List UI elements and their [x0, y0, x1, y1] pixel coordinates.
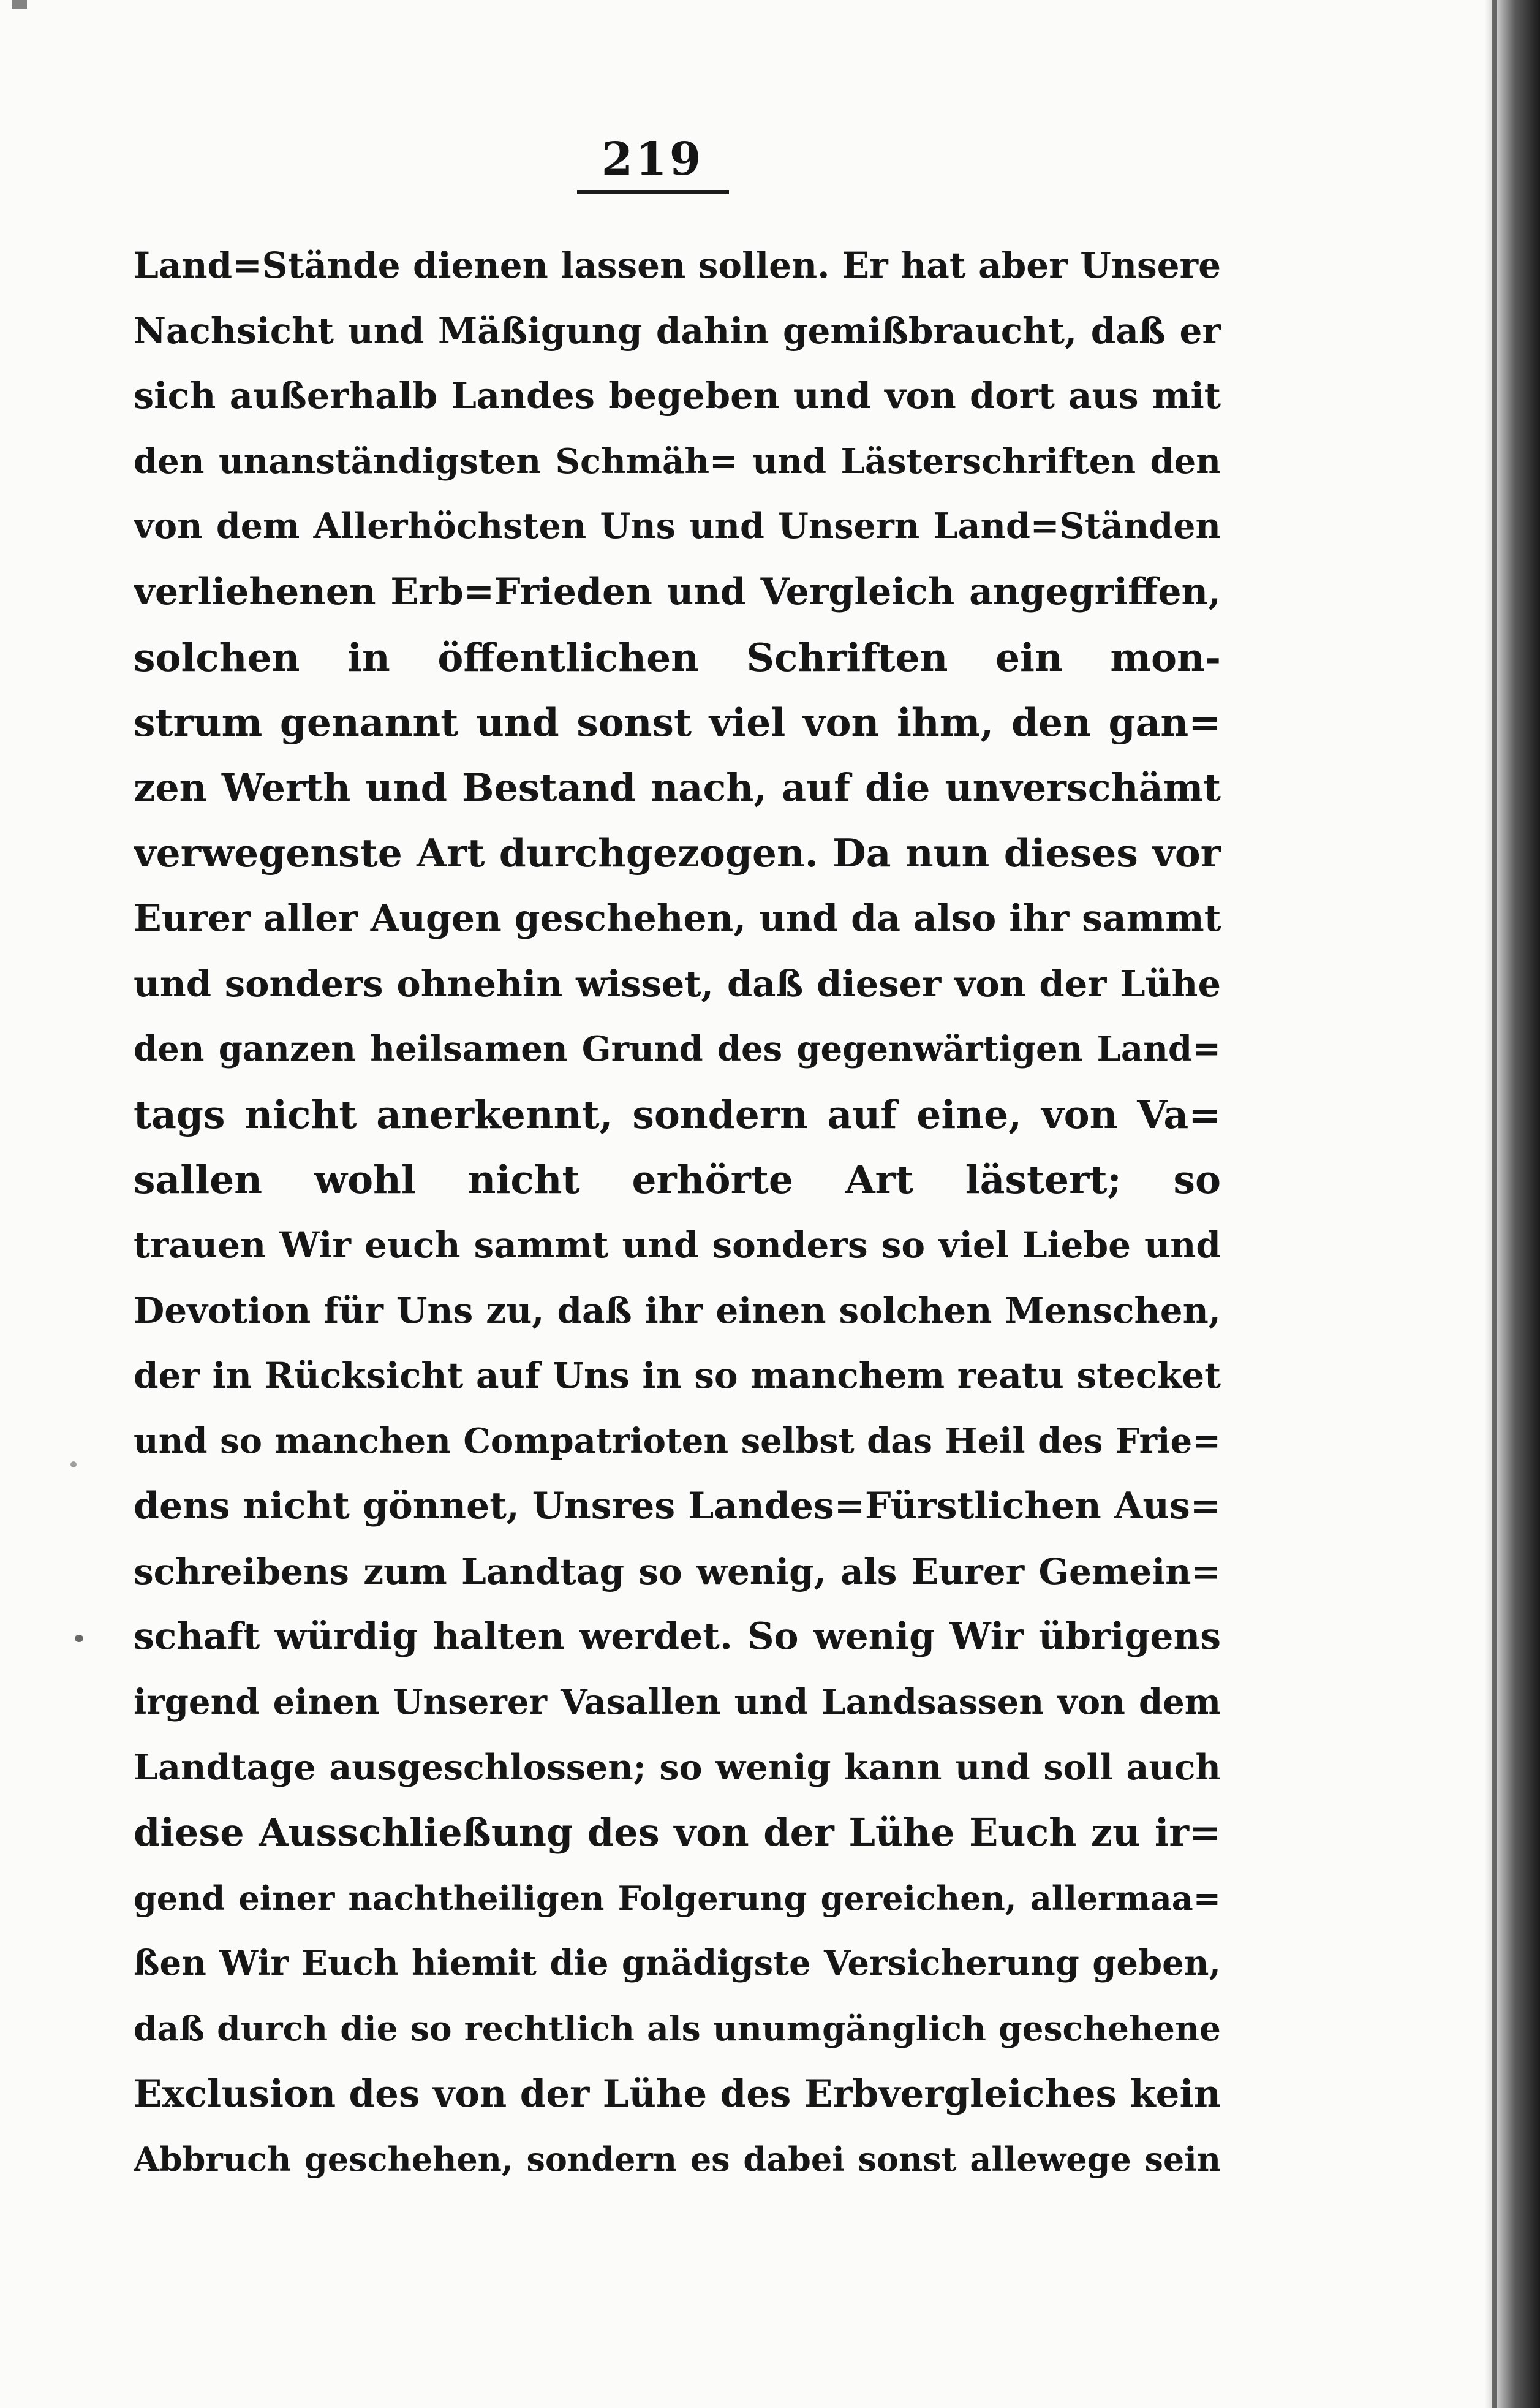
stray-ink-dot [75, 1635, 83, 1642]
text-line: verliehenen Erb=Frieden und Vergleich angegriffen, [134, 570, 1221, 613]
text-line: schreibens zum Landtag so wenig, als Eurer Gemein= [134, 1550, 1221, 1592]
page-number: 219 [601, 133, 704, 186]
text-line: irgend einen Unserer Vasallen und Landsassen von dem [134, 1682, 1221, 1723]
text-line: solchen in öffentlichen Schriften ein mon- [134, 634, 1221, 680]
text-line: Eurer aller Augen geschehen, und da also ihr sammt [134, 896, 1221, 940]
text-line: der in Rücksicht auf Uns in so manchem reatu stecket [134, 1355, 1221, 1397]
text-line: Landtage ausgeschlossen; so wenig kann und soll auch [134, 1746, 1221, 1788]
text-line: strum genannt und sonst viel von ihm, den gan= [134, 700, 1221, 746]
page-number-container [576, 132, 729, 187]
text-line: verwegenste Art durchgezogen. Da nun dieses vor [134, 830, 1221, 876]
text-line: daß durch die so rechtlich als unumgänglich geschehene [134, 2009, 1221, 2049]
scan-corner-mark [12, 0, 27, 9]
text-line: den ganzen heilsamen Grund des gegenwärtigen Land= [134, 1029, 1221, 1070]
text-line: sallen wohl nicht erhörte Art lästert; so [134, 1157, 1221, 1203]
text-line: Exclusion des von der Lühe des Erbvergleiches kein [134, 2072, 1221, 2116]
text-line: dens nicht gönnet, Unsres Landes=Fürstlichen Aus= [134, 1485, 1221, 1528]
text-line: den unanständigsten Schmäh= und Lästerschriften den [134, 441, 1221, 482]
stray-ink-dot [70, 1461, 77, 1467]
text-line: Abbruch geschehen, sondern es dabei sonst allewege sein [134, 2140, 1221, 2179]
text-line: diese Ausschließung des von der Lühe Euch zu ir= [134, 1810, 1221, 1855]
text-line: von dem Allerhöchsten Uns und Unsern Land=Ständen [134, 505, 1221, 547]
text-line: und so manchen Compatrioten selbst das Heil des Frie= [134, 1420, 1221, 1461]
text-line: Land=Stände dienen lassen sollen. Er hat aber Unsere [134, 244, 1221, 286]
binding-edge-line [1492, 0, 1497, 2408]
text-line: schaft würdig halten werdet. So wenig Wir übrigens [134, 1615, 1221, 1659]
text-line: Nachsicht und Mäßigung dahin gemißbraucht, daß er [134, 309, 1221, 352]
text-line: Devotion für Uns zu, daß ihr einen solchen Menschen, [134, 1289, 1221, 1331]
text-line: zen Werth und Bestand nach, auf die unverschämt [134, 765, 1221, 810]
body-text [134, 233, 1221, 2192]
text-line: ßen Wir Euch hiemit die gnädigste Versicherung geben, [134, 1943, 1221, 1984]
page-number-rule [577, 190, 729, 194]
text-line: trauen Wir euch sammt und sonders so viel Liebe und [134, 1224, 1221, 1266]
text-line: und sonders ohnehin wisset, daß dieser von der Lühe [134, 962, 1221, 1005]
text-line: sich außerhalb Landes begeben und von dort aus mit [134, 374, 1221, 417]
text-line: tags nicht anerkennt, sondern auf eine, von Va= [134, 1091, 1221, 1137]
text-line: gend einer nachtheiligen Folgerung gereichen, allermaa= [134, 1878, 1221, 1918]
